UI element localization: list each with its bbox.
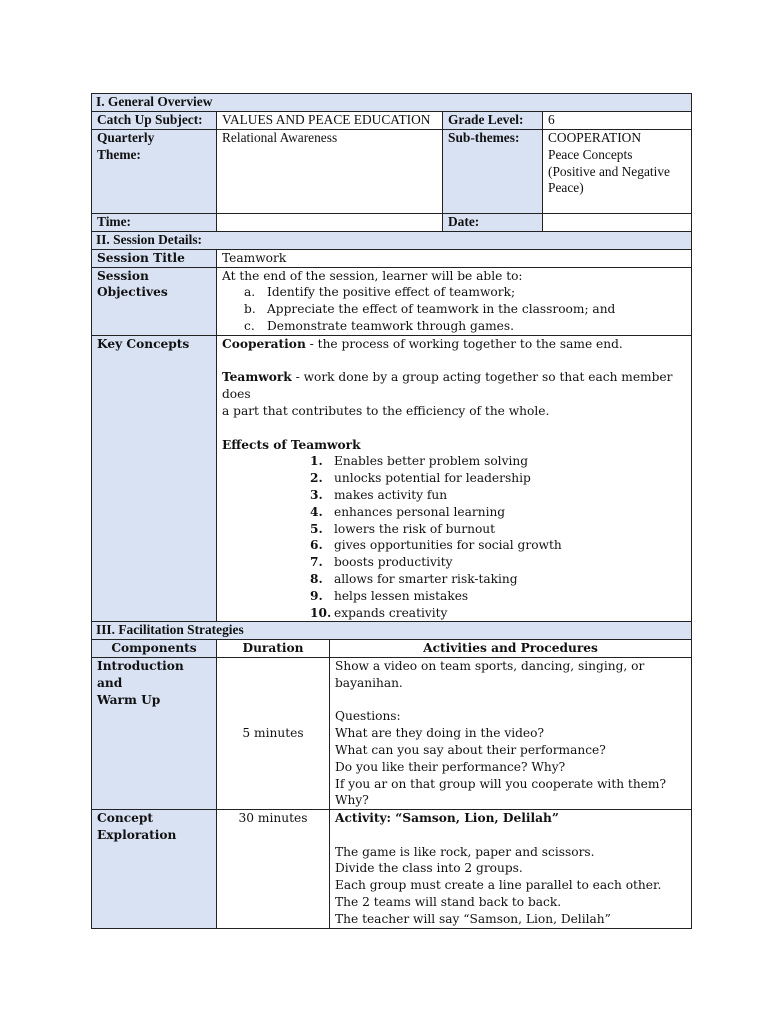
objectives-intro: At the end of the session, learner will be able to:: [222, 268, 523, 283]
teamwork-definition-cont: a part that contributes to the efficiency of the whole.: [222, 403, 550, 418]
list-item-text: helps lessen mistakes: [334, 588, 469, 603]
list-item-text: makes activity fun: [334, 487, 448, 502]
sub-themes-label: Sub-themes:: [443, 130, 543, 214]
list-item: [310, 504, 686, 521]
procedure-line: The game is like rock, paper and scissors.: [335, 844, 595, 859]
list-item-text: boosts productivity: [334, 555, 453, 570]
concept-activities: [330, 810, 692, 929]
concept-exploration-label: [92, 810, 217, 929]
catch-up-subject-value: VALUES AND PEACE EDUCATION: [217, 112, 443, 130]
question-line: If you ar on that group will you cooperate with them?: [335, 776, 666, 791]
effects-list: [222, 453, 686, 621]
list-marker: 4.: [310, 504, 323, 519]
list-marker: 2.: [310, 471, 323, 486]
objectives-label-line: Objectives: [97, 285, 168, 300]
sub-theme-line: Peace): [548, 180, 584, 196]
sub-theme-line: Peace Concepts: [548, 146, 633, 162]
list-item: [310, 554, 686, 571]
facilitation-strategies-table: [91, 621, 692, 928]
intro-label-line: Introduction and: [97, 658, 184, 690]
key-concepts-value: [217, 335, 692, 622]
list-marker: 1.: [310, 454, 323, 469]
list-item-text: enhances personal learning: [334, 504, 506, 519]
list-marker: 3.: [310, 487, 323, 502]
objectives-list: [222, 284, 686, 334]
list-item-text: Identify the positive effect of teamwork;: [267, 285, 516, 300]
question-line: What are they doing in the video?: [335, 726, 544, 741]
list-item-text: allows for smarter risk-taking: [334, 571, 518, 586]
column-header-activities: Activities and Procedures: [330, 640, 692, 658]
concept-label-line: Exploration: [97, 827, 177, 842]
sub-themes-value: [543, 130, 692, 214]
question-line: Do you like their performance? Why?: [335, 759, 566, 774]
procedure-line: Each group must create a line parallel to each other.: [335, 878, 662, 893]
list-item: [244, 301, 686, 318]
list-marker: b.: [244, 302, 256, 317]
session-objectives-value: [217, 267, 692, 335]
session-title-label: Session Title: [92, 249, 217, 267]
date-value: [543, 214, 692, 232]
objectives-label-line: Session: [97, 268, 149, 283]
sub-theme-line: COOPERATION: [548, 130, 641, 145]
question-line: Why?: [335, 793, 369, 808]
session-title-value: Teamwork: [217, 249, 692, 267]
list-marker: 9.: [310, 588, 323, 603]
key-concepts-label: Key Concepts: [92, 335, 217, 622]
cooperation-text: - the process of working together to the same end.: [305, 336, 623, 351]
time-value: [217, 214, 443, 232]
list-item-text: Demonstrate teamwork through games.: [267, 318, 514, 333]
list-item: [310, 521, 686, 538]
date-label: Date:: [443, 214, 543, 232]
list-item: [244, 284, 686, 301]
intro-line: Show a video on team sports, dancing, singing, or: [335, 658, 645, 673]
list-item-text: expands creativity: [334, 605, 448, 620]
list-marker: 7.: [310, 555, 323, 570]
list-marker: c.: [244, 318, 255, 333]
list-marker: a.: [244, 285, 256, 300]
list-marker: 8.: [310, 571, 323, 586]
procedure-line: The teacher will say “Samson, Lion, Delilah”: [335, 911, 611, 926]
list-item: [310, 487, 686, 504]
cooperation-definition: [222, 336, 686, 353]
quarterly-theme-value: Relational Awareness: [217, 130, 443, 214]
column-header-duration: Duration: [217, 640, 330, 658]
concept-label-line: Concept: [97, 811, 154, 826]
list-item: [310, 605, 686, 622]
effects-heading: Effects of Teamwork: [222, 437, 361, 452]
list-item: [310, 571, 686, 588]
activity-title: Activity: “Samson, Lion, Delilah”: [335, 811, 559, 826]
list-item-text: lowers the risk of burnout: [334, 521, 496, 536]
list-marker: 10.: [310, 605, 332, 620]
list-item: [310, 453, 686, 470]
intro-activities: [330, 657, 692, 809]
session-objectives-label: [92, 267, 217, 335]
quarterly-theme-label: [92, 130, 217, 214]
list-item: [310, 537, 686, 554]
intro-warmup-label: [92, 657, 217, 809]
question-line: What can you say about their performance?: [335, 742, 606, 757]
intro-label-line: Warm Up: [97, 692, 161, 707]
section-heading-facilitation: III. Facilitation Strategies: [92, 622, 692, 640]
list-item: [310, 588, 686, 605]
time-label: Time:: [92, 214, 217, 232]
list-marker: 6.: [310, 538, 323, 553]
teamwork-definition: [222, 369, 686, 403]
general-overview-table: [91, 93, 692, 232]
procedure-line: The 2 teams will stand back to back.: [335, 895, 562, 910]
quarterly-label-line: Theme:: [97, 146, 141, 162]
catch-up-subject-label: Catch Up Subject:: [92, 112, 217, 130]
teamwork-term: Teamwork: [222, 370, 292, 385]
session-details-table: [91, 231, 692, 622]
list-item: [310, 470, 686, 487]
lesson-plan-document: [91, 93, 691, 929]
section-heading-session-details: II. Session Details:: [92, 232, 692, 250]
intro-duration: 5 minutes: [217, 657, 330, 809]
list-item: [244, 318, 686, 335]
concept-duration: 30 minutes: [217, 810, 330, 929]
section-heading-general-overview: I. General Overview: [92, 94, 692, 112]
procedure-line: Divide the class into 2 groups.: [335, 861, 523, 876]
teamwork-text: - work done by a group acting together so that each member does: [222, 370, 673, 402]
column-header-components: Components: [92, 640, 217, 658]
list-item-text: Appreciate the effect of teamwork in the classroom; and: [267, 302, 616, 317]
list-item-text: Enables better problem solving: [334, 454, 529, 469]
list-marker: 5.: [310, 521, 323, 536]
questions-heading: Questions:: [335, 709, 401, 724]
quarterly-label-line: Quarterly: [97, 130, 155, 145]
intro-line: bayanihan.: [335, 675, 403, 690]
grade-level-value: 6: [543, 112, 692, 130]
list-item-text: unlocks potential for leadership: [334, 471, 531, 486]
grade-level-label: Grade Level:: [443, 112, 543, 130]
list-item-text: gives opportunities for social growth: [334, 538, 562, 553]
sub-theme-line: (Positive and Negative: [548, 163, 670, 179]
cooperation-term: Cooperation: [222, 336, 306, 351]
